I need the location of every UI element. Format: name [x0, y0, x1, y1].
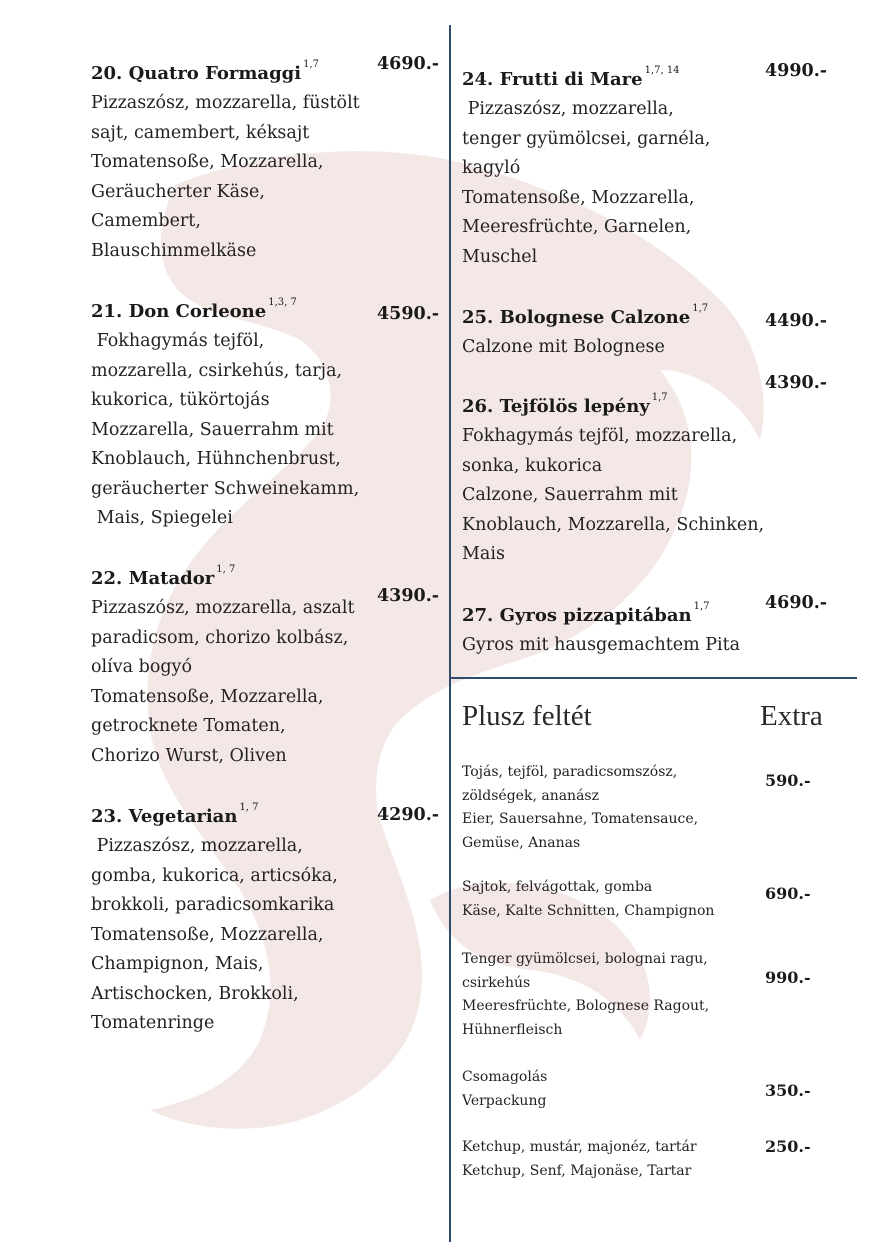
- item-description: Fokhagymás tejföl, mozzarella, csirkehús, tarja, kukorica, tükörtojás Mozzarella, Sauerrahm mit Knoblauch, Hühnchenbrust, geräucherter Schweinekamm, Mais, Spiegelei: [91, 331, 360, 528]
- menu-item-26: [462, 383, 764, 570]
- menu-item-25: [462, 294, 708, 363]
- extra-row-desc: Sajtok, felvágottak, gomba Käse, Kalte Schnitten, Champignon: [462, 879, 715, 919]
- item-name: 27. Gyros pizzapitában $^{1,7}$: [462, 601, 710, 626]
- extra-row-price: 250.-: [765, 1137, 811, 1156]
- menu-item-20: [91, 50, 360, 266]
- allergen-codes: 1,3, 7: [268, 297, 297, 308]
- allergen-codes: 1,7: [692, 303, 709, 314]
- extra-row-desc: Tenger gyümölcsei, bolognai ragu, csirkehús Meeresfrüchte, Bolognese Ragout, Hühnerfleisch: [462, 951, 710, 1038]
- item-description: Pizzaszósz, mozzarella, füstölt sajt, camembert, kéksajt Tomatensoße, Mozzarella, Geräucherter Käse, Camembert, Blauschimmelkäse: [91, 93, 360, 261]
- allergen-codes: 1, 7: [239, 802, 259, 813]
- item-description: Pizzaszósz, mozzarella, aszalt paradicsom, chorizo kolbász, olíva bogyó Tomatensoße, Mozzarella, getrocknete Tomaten, Chorizo Wurst, Oliven: [91, 598, 355, 766]
- item-description: Pizzaszósz, mozzarella, gomba, kukorica, articsóka, brokkoli, paradicsomkarika Tomatensoße, Mozzarella, Champignon, Mais, Artischocken, Brokkoli, Tomatenringe: [91, 836, 338, 1033]
- item-name: 24. Frutti di Mare $^{1,7, 14}$: [462, 65, 680, 90]
- item-price-27: 4690.-: [765, 593, 828, 613]
- item-price-23: 4290.-: [377, 805, 440, 825]
- item-description: Pizzaszósz, mozzarella, tenger gyümölcsei, garnéla, kagyló Tomatensoße, Mozzarella, Meeresfrüchte, Garnelen, Muschel: [462, 99, 711, 267]
- item-price-21: 4590.-: [377, 304, 440, 324]
- allergen-codes: 1,7, 14: [644, 65, 680, 76]
- item-name: 21. Don Corleone $^{1,3, 7}$: [91, 297, 297, 322]
- item-description: Calzone mit Bolognese: [462, 337, 665, 357]
- item-name: 22. Matador $^{1, 7}$: [91, 564, 236, 589]
- allergen-codes: 1, 7: [216, 564, 236, 575]
- menu-item-21: [91, 288, 359, 534]
- menu-item-24: [462, 56, 710, 272]
- extra-row-desc: Csomagolás Verpackung: [462, 1069, 548, 1109]
- item-name: 23. Vegetarian $^{1, 7}$: [91, 802, 259, 827]
- extra-row-price: 690.-: [765, 884, 811, 903]
- item-price-20: 4690.-: [377, 54, 440, 74]
- item-price-25: 4490.-: [765, 311, 828, 331]
- allergen-codes: 1,7: [693, 601, 710, 612]
- item-name: 26. Tejfölös lepény $^{1,7}$: [462, 392, 668, 417]
- extra-row-desc: Ketchup, mustár, majonéz, tartár Ketchup, Senf, Majonäse, Tartar: [462, 1139, 697, 1179]
- menu-item-27: [462, 592, 740, 661]
- extra-row-price: 590.-: [765, 771, 811, 790]
- extras-header: Extra: [760, 700, 823, 732]
- item-price-24: 4990.-: [765, 61, 828, 81]
- column-divider: [449, 25, 451, 1242]
- allergen-codes: 1,7: [651, 392, 668, 403]
- extras-divider: [451, 677, 857, 679]
- extras-title: Plusz feltét: [462, 700, 592, 732]
- item-description: Fokhagymás tejföl, mozzarella, sonka, kukorica Calzone, Sauerrahm mit Knoblauch, Mozzarella, Schinken, Mais: [462, 426, 765, 564]
- allergen-codes: 1,7: [303, 59, 319, 70]
- extra-row-price: 350.-: [765, 1081, 811, 1100]
- item-description: Gyros mit hausgemachtem Pita: [462, 635, 741, 655]
- menu-item-22: [91, 555, 354, 771]
- menu-item-23: [91, 793, 338, 1039]
- item-price-22: 4390.-: [377, 586, 440, 606]
- item-price-26: 4390.-: [765, 373, 828, 393]
- extra-row-price: 990.-: [765, 968, 811, 987]
- item-name: 25. Bolognese Calzone $^{1,7}$: [462, 303, 709, 328]
- item-name: 20. Quatro Formaggi $^{1,7}$: [91, 59, 319, 84]
- extra-row-desc: Tojás, tejföl, paradicsomszósz, zöldségek, ananász Eier, Sauersahne, Tomatensauce, Gemüse, Ananas: [462, 764, 699, 851]
